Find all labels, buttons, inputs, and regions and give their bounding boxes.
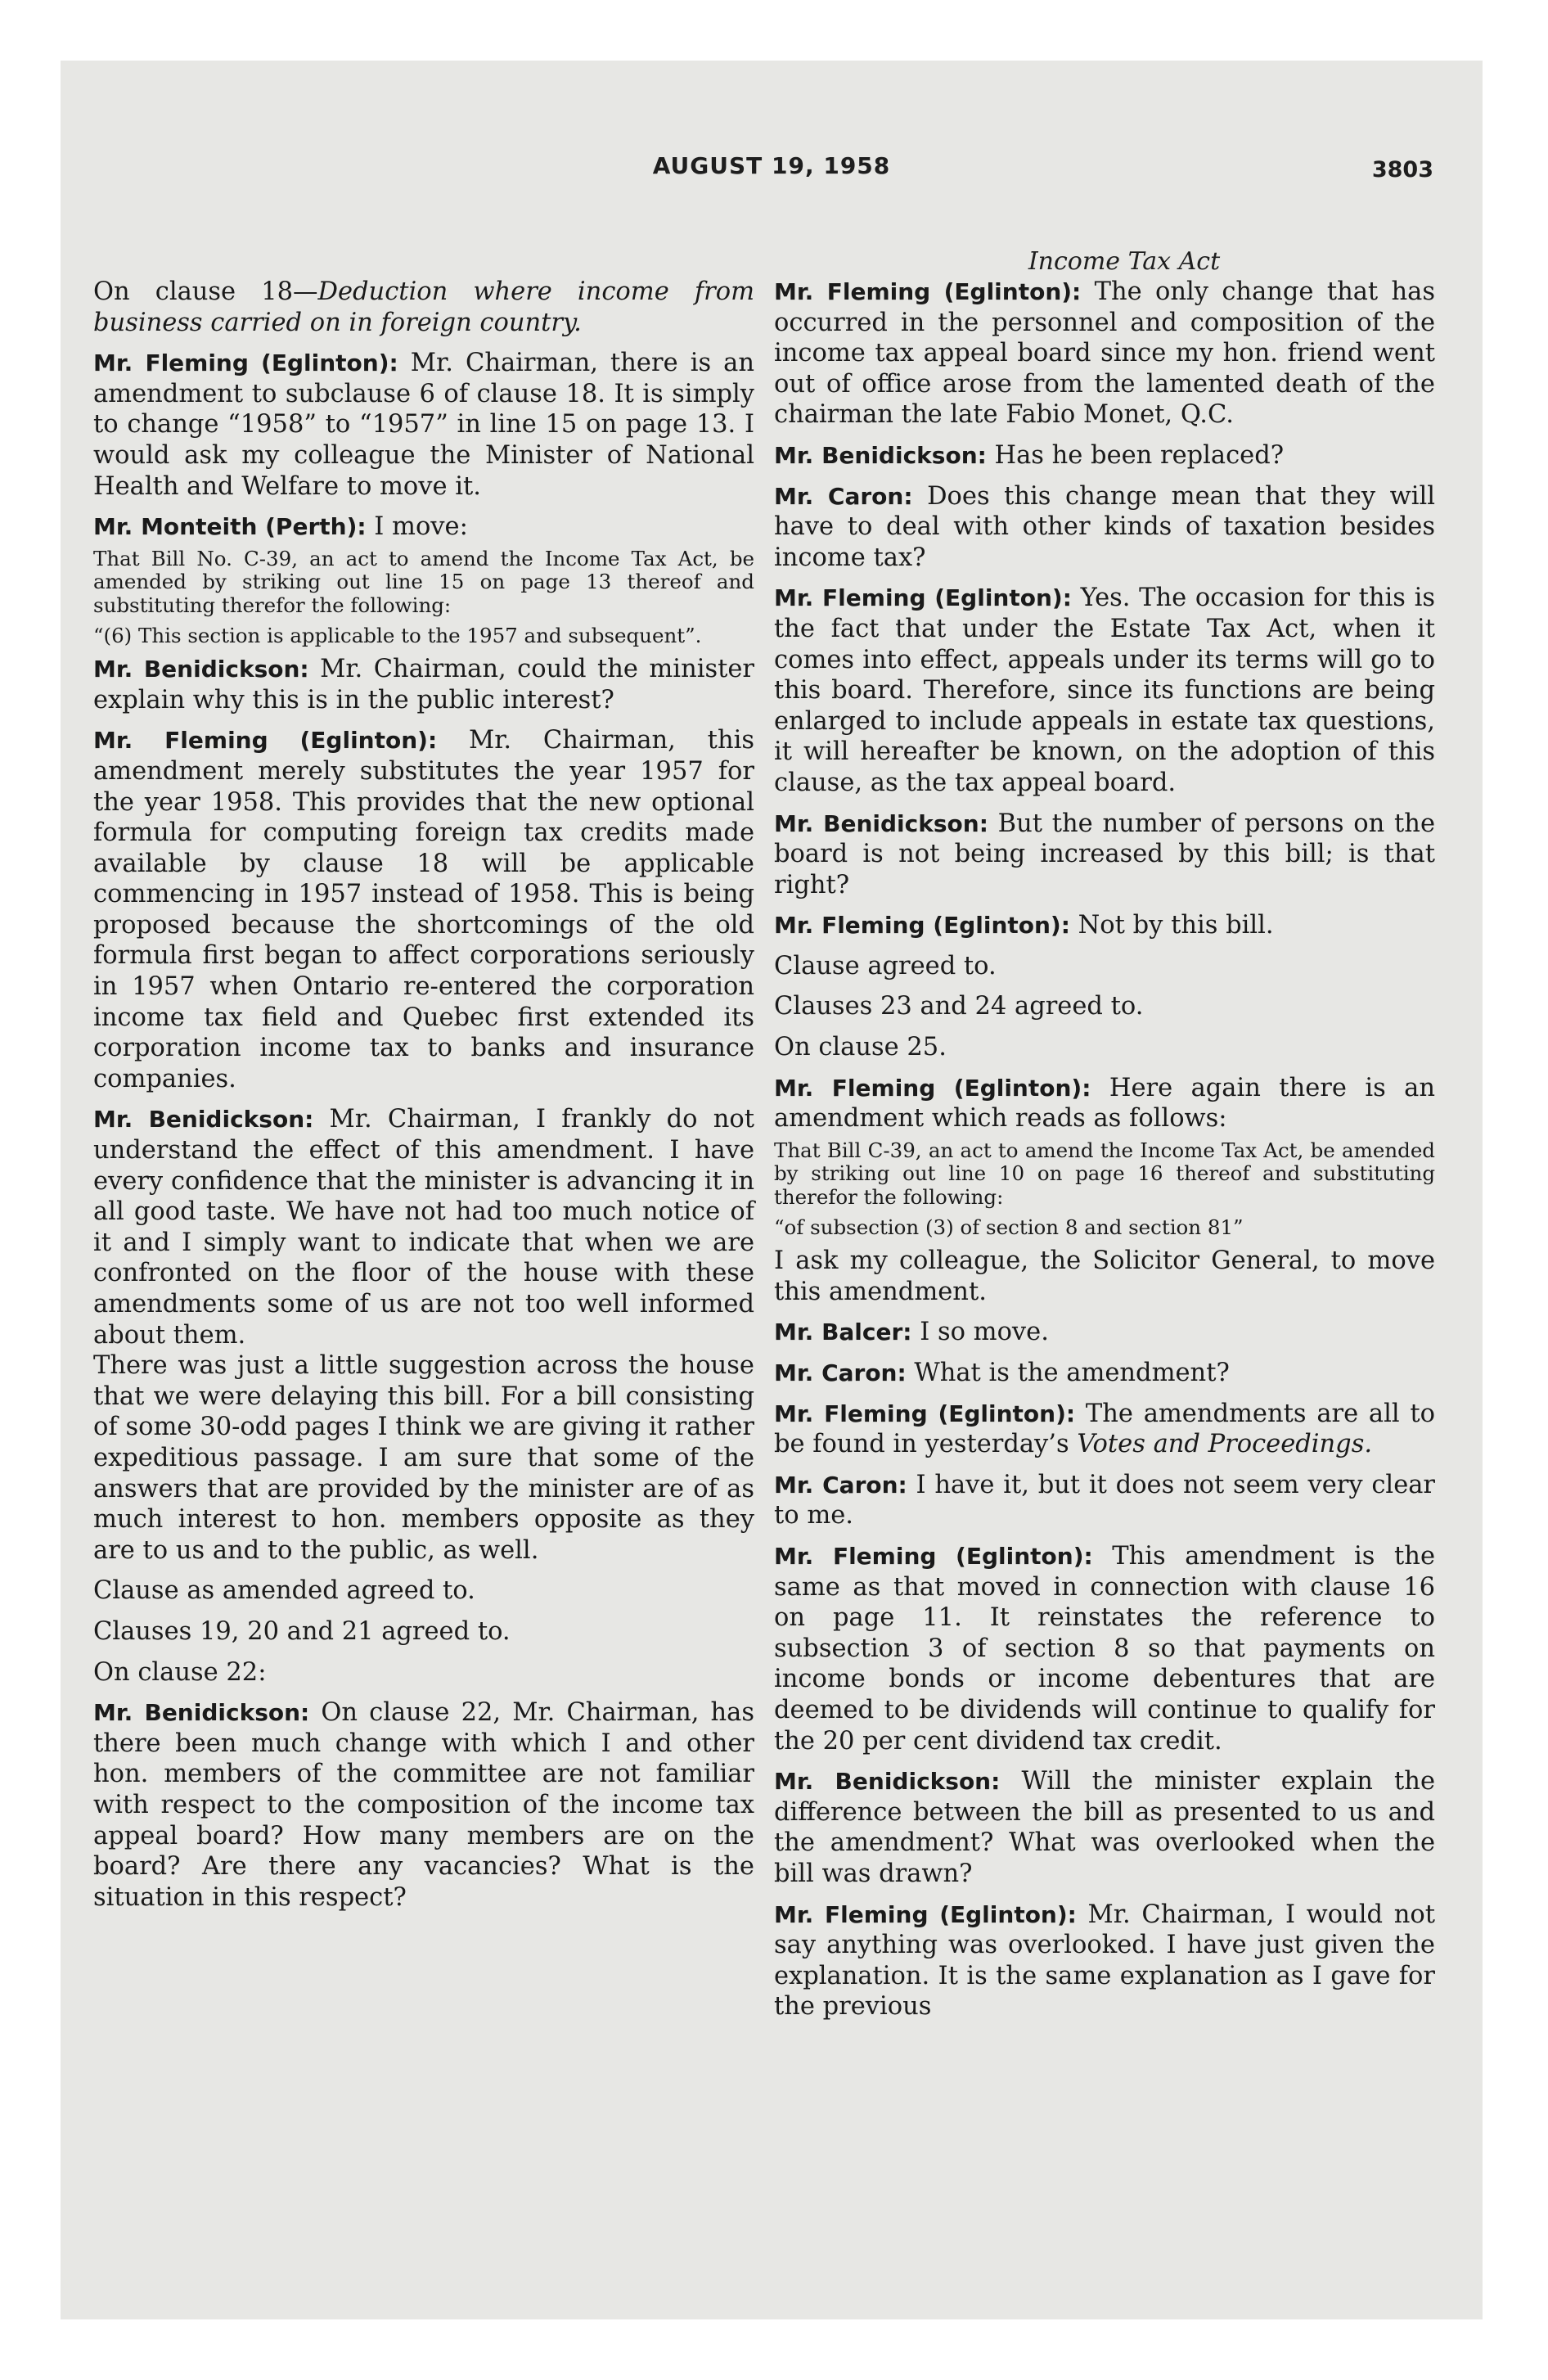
speaker-name: Mr. Fleming (Eglinton):: [93, 349, 398, 377]
procedural-line: On clause 22:: [93, 1657, 267, 1687]
speech-paragraph: Mr. Benidickson: But the number of persons on the board is not being increased by this bill; is that right?: [774, 809, 1436, 899]
speaker-name: Mr. Balcer:: [774, 1318, 912, 1346]
speech-paragraph: There was just a little suggestion across the house that we were delaying this bill. For a bill consisting of some 30-odd pages I think we are giving it rather expeditious passage. I am sure that some of the answers that are provided by the minister are of as much interest to hon. members opposite as they are to us and to the public, as well.: [93, 1351, 754, 1565]
speaker-name: Mr. Caron:: [774, 1359, 907, 1386]
speech-paragraph: Mr. Benidickson: Mr. Chairman, could the minister explain why this is in the public interest?: [93, 655, 755, 714]
speaker-name: Mr. Benidickson:: [774, 1768, 1001, 1796]
speaker-name: Mr. Monteith (Perth):: [93, 513, 367, 541]
procedural-line: Clause as amended agreed to.: [93, 1576, 475, 1606]
speech-paragraph: Mr. Benidickson: Will the minister explain the difference between the bill as presented to us and the amendment? What was overlooked when the bill was drawn?: [774, 1767, 1435, 1888]
speech-paragraph: Mr. Fleming (Eglinton): The only change that has occurred in the personnel and composition of the income tax appeal board since my hon. friend went out of office arose from the lamented death of the chairman the late Fabio Monet, Q.C.: [774, 277, 1436, 430]
speaker-name: Mr. Fleming (Eglinton):: [93, 727, 438, 755]
speech-paragraph: Mr. Fleming (Eglinton): Mr. Chairman, I would not say anything was overlooked. I have just given the explanation. It is the same explanation as I gave for the previous: [774, 1900, 1436, 2022]
speech-paragraph: Mr. Fleming (Eglinton): Here again there is an amendment which reads as follows:: [774, 1073, 1436, 1134]
speech-paragraph: Mr. Caron: Does this change mean that they will have to deal with other kinds of taxation besides income tax?: [774, 481, 1436, 572]
speech-paragraph: Mr. Benidickson: Mr. Chairman, I frankly do not understand the effect of this amendment. I have every confidence that the minister is advancing it in all good taste. We have not had too much notice of it and I simply want to indicate that when we are confronted on the floor of the house with these amendments some of us are not too well informed about them.: [93, 1105, 754, 1350]
motion-quote-amendment: “(6) This section is applicable to the 1957 and subsequent”.: [93, 623, 702, 647]
speech-paragraph: Mr. Fleming (Eglinton): Mr. Chairman, this amendment merely substitutes the year 1957 for the year 1958. This provides that the new optional formula for computing foreign tax credits made available by clause 18 will be applicable commencing in 1957 instead of 1958. This is being proposed because the shortcomings of the old formula first began to affect corporations seriously in 1957 when Ontario re-entered the corporation income tax field and Quebec first extended its corporation income tax to banks and insurance companies.: [93, 726, 754, 1093]
speech-paragraph: Mr. Fleming (Eglinton): Yes. The occasion for this is the fact that under the Estate Tax Act, when it comes into effect, appeals under its terms will go to this board. Therefore, since its functions are being enlarged to include appeals in estate tax questions, it will hereafter be known, on the adoption of this clause, as the tax appeal board.: [774, 584, 1436, 797]
speech-paragraph: I ask my colleague, the Solicitor General, to move this amendment.: [774, 1246, 1435, 1306]
speaker-name: Mr. Fleming (Eglinton):: [774, 1074, 1091, 1102]
speaker-name: Mr. Fleming (Eglinton):: [774, 1900, 1077, 1928]
speaker-name: Mr. Benidickson:: [774, 441, 987, 469]
right-column: [774, 277, 1435, 2032]
motion-quote: That Bill No. C-39, an act to amend the Income Tax Act, be amended by striking out line 15 on page 13 thereof and substituting therefor the following:: [93, 546, 754, 617]
speech-paragraph: Mr. Benidickson: On clause 22, Mr. Chairman, has there been much change with which I and other hon. members of the committee are not familiar with respect to the composition of the income tax appeal board? How many members are on the board? Are there any vacancies? What is the situation in this respect?: [93, 1698, 755, 1912]
speaker-name: Mr. Fleming (Eglinton):: [774, 1542, 1093, 1570]
speaker-name: Mr. Fleming (Eglinton):: [774, 278, 1082, 305]
speaker-name: Mr. Caron:: [774, 1471, 907, 1499]
speech-paragraph: Mr. Fleming (Eglinton): Mr. Chairman, there is an amendment to subclause 6 of clause 18. It is simply to change “1958” to “1957” in line 15 on page 13. I would ask my colleague the Minister of National Health and Welfare to move it.: [93, 349, 755, 501]
motion-quote-amendment: “of subsection (3) of section 8 and section 81”: [774, 1215, 1244, 1239]
page-sheet: [61, 61, 1483, 2319]
running-head-subject: Income Tax Act: [1028, 247, 1221, 276]
page-number: 3803: [1371, 157, 1433, 183]
speech-paragraph: Mr. Caron: What is the amendment?: [774, 1359, 1230, 1387]
speech-paragraph: Mr. Balcer: I so move.: [774, 1318, 1049, 1347]
speaker-name: Mr. Benidickson:: [93, 656, 309, 683]
speaker-name: Mr. Fleming (Eglinton):: [774, 584, 1072, 612]
speech-paragraph: Mr. Monteith (Perth): I move:: [93, 512, 468, 542]
speech-paragraph: Mr. Fleming (Eglinton): This amendment is the same as that moved in connection with clause 16 on page 11. It reinstates the reference to subsection 3 of section 8 so that payments on income bonds or income debentures that are deemed to be dividends will continue to qualify for the 20 per cent dividend tax credit.: [774, 1541, 1435, 1756]
speaker-name: Mr. Caron:: [774, 482, 913, 510]
left-column: [93, 277, 754, 1922]
procedural-line: Clauses 19, 20 and 21 agreed to.: [93, 1616, 511, 1646]
speaker-name: Mr. Benidickson:: [774, 809, 988, 837]
motion-quote: That Bill C-39, an act to amend the Income Tax Act, be amended by striking out line 10 on page 16 thereof and substituting therefor the following:: [774, 1138, 1435, 1210]
procedural-line: On clause 25.: [774, 1033, 947, 1062]
speech-paragraph: Mr. Fleming (Eglinton): The amendments are all to be found in yesterday’s Votes and Proceedings.: [774, 1399, 1436, 1459]
clause-heading: On clause 18—Deduction where income from business carried on in foreign country.: [93, 277, 754, 337]
page-header: [61, 61, 1483, 241]
procedural-line: Clause agreed to.: [774, 951, 997, 980]
speaker-name: Mr. Fleming (Eglinton):: [774, 912, 1070, 940]
speech-paragraph: Mr. Caron: I have it, but it does not seem very clear to me.: [774, 1470, 1436, 1530]
speech-paragraph: Mr. Benidickson: Has he been replaced?: [774, 440, 1285, 470]
procedural-line: Clauses 23 and 24 agreed to.: [774, 992, 1144, 1021]
speaker-name: Mr. Fleming (Eglinton):: [774, 1400, 1076, 1427]
speaker-name: Mr. Benidickson:: [93, 1699, 310, 1727]
speaker-name: Mr. Benidickson:: [93, 1106, 314, 1134]
page-date: AUGUST 19, 1958: [652, 152, 891, 179]
speech-paragraph: Mr. Fleming (Eglinton): Not by this bill.: [774, 911, 1274, 940]
